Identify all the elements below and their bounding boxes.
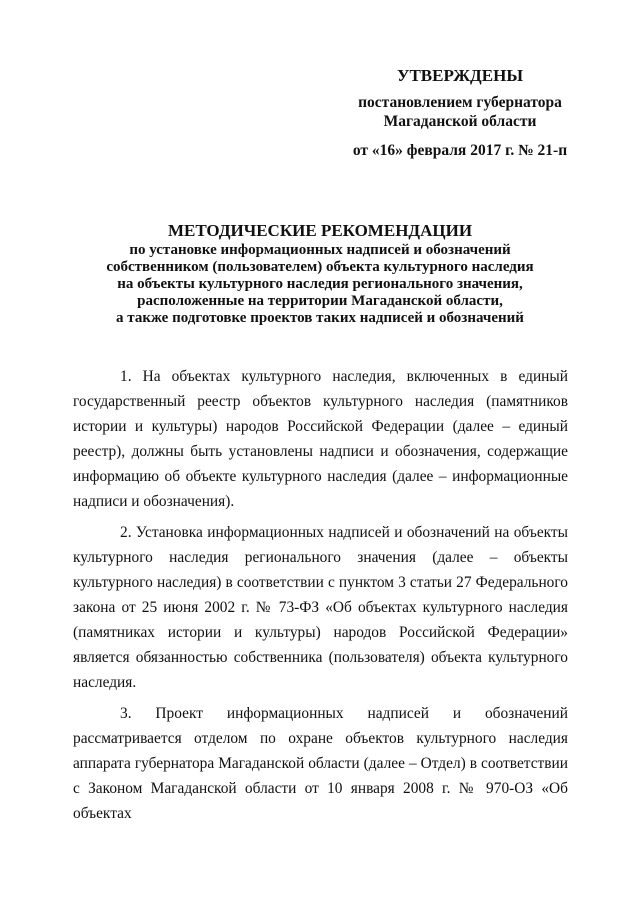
- subtitle-line: на объекты культурного наследия регионального значения,: [117, 276, 523, 292]
- paragraph-1: 1. На объектах культурного наследия, включенных в единый государственный реестр объектов культурного наследия (памятников истории и культуры) народов Российской Федерации (далее – единый реестр), должны быть установлены надписи и обозначения, содержащие информацию об объекте культурного наследия (далее – информационные надписи и обозначения).: [73, 368, 568, 510]
- subtitle-line: собственником (пользователем) объекта культурного наследия: [106, 259, 534, 275]
- document-title-block: [72, 220, 568, 327]
- approval-line-1: постановлением губернатора: [358, 94, 562, 111]
- document-subtitle: [72, 242, 568, 327]
- subtitle-line: по установке информационных надписей и обозначений: [129, 242, 511, 258]
- subtitle-line: а также подготовке проектов таких надписей и обозначений: [116, 310, 524, 326]
- document-title: МЕТОДИЧЕСКИЕ РЕКОМЕНДАЦИИ: [167, 221, 473, 240]
- subtitle-line: расположенные на территории Магаданской области,: [137, 293, 503, 309]
- approval-heading: УТВЕРЖДЕНЫ: [396, 66, 524, 85]
- paragraph-2: 2. Установка информационных надписей и обозначений на объекты культурного наследия регионального значения (далее – объекты культурного наследия) в соответствии с пунктом 3 статьи 27 Федерального закона от 25 июня 2002 г. № 73-ФЗ «Об объектах культурного наследия (памятниках истории и культуры) народов Российской Федерации» является обязанностью собственника (пользователя) объекта культурного наследия.: [73, 524, 568, 691]
- document-body: [73, 364, 568, 832]
- approval-block: [300, 66, 620, 160]
- paragraph-3: 3. Проект информационных надписей и обозначений рассматривается отделом по охране объектов культурного наследия аппарата губернатора Магаданской области (далее – Отдел) в соответствии с Законом Магаданской области от 10 января 2008 г. № 970-ОЗ «Об объектах: [73, 705, 568, 822]
- approval-line-2: Магаданской области: [383, 113, 537, 130]
- approval-date: от «16» февраля 2017 г. № 21-п: [352, 142, 568, 159]
